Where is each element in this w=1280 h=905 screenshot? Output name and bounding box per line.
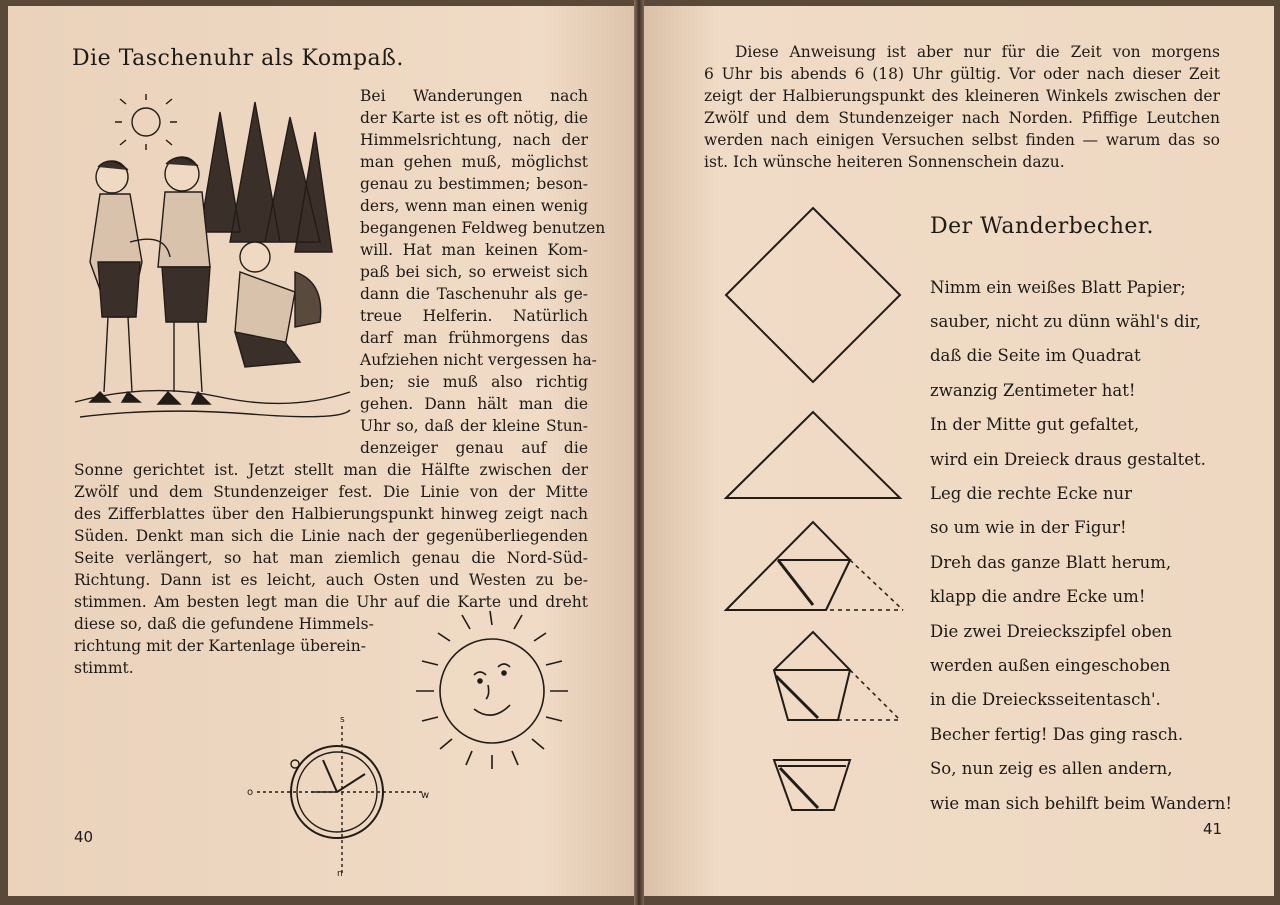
text-line: Bei Wanderungen nach: [360, 87, 588, 105]
verse-line: klapp die andre Ecke um!: [930, 587, 1146, 606]
fold-step-square: [726, 208, 900, 382]
verse-line: So, nun zeig es allen andern,: [930, 759, 1173, 778]
fold-step-right-corner: [726, 522, 903, 610]
text-line: ders, wenn man einen wenig: [360, 197, 588, 215]
text-line: richtung mit der Kartenlage überein-: [74, 637, 366, 655]
verse-line: Leg die rechte Ecke nur: [930, 484, 1132, 503]
text-line: zeigt der Halbierungspunkt des kleineren Winkels zwischen der: [704, 87, 1220, 105]
text-line: genau zu bestimmen; beson-: [360, 175, 588, 193]
fold-step-triangle: [726, 412, 900, 498]
verse-line: Dreh das ganze Blatt herum,: [930, 553, 1172, 572]
text-line: Sonne gerichtet ist. Jetzt stellt man die Hälfte zwischen der: [74, 461, 588, 479]
verse-line: In der Mitte gut gefaltet,: [930, 415, 1140, 434]
right-heading: Der Wanderbecher.: [930, 214, 1154, 239]
text-line: gehen. Dann hält man die: [360, 395, 588, 413]
verse-line: werden außen eingeschoben: [930, 656, 1171, 675]
fold-step-both-corners: [774, 632, 900, 720]
verse-line: Nimm ein weißes Blatt Papier;: [930, 278, 1186, 297]
text-line: dann die Taschenuhr als ge-: [360, 285, 588, 303]
verse-line: Die zwei Dreieckszipfel oben: [930, 622, 1173, 641]
fold-step-finished-cup: [774, 760, 850, 810]
text-line: will. Hat man keinen Kom-: [360, 241, 588, 259]
text-line: diese so, daß die gefundene Himmels-: [74, 615, 374, 633]
text-line: paß bei sich, so erweist sich: [360, 263, 588, 281]
text-line: treue Helferin. Natürlich: [360, 307, 588, 325]
text-line: ist. Ich wünsche heiteren Sonnenschein dazu.: [704, 153, 1065, 171]
text-line: stimmen. Am besten legt man die Uhr auf die Karte und dreht: [74, 593, 588, 611]
text-line: Richtung. Dann ist es leicht, auch Osten und Westen zu be-: [74, 571, 588, 589]
watch-compass-diagram: [245, 712, 435, 877]
text-line: 6 Uhr bis abends 6 (18) Uhr gültig. Vor oder nach dieser Zeit: [704, 65, 1220, 83]
cup-folding-diagrams: [718, 200, 918, 820]
text-line: Aufziehen nicht vergessen ha-: [360, 351, 597, 369]
text-line: denzeiger genau auf die: [360, 439, 588, 457]
compass-east-label: o: [247, 787, 254, 798]
text-line: Seite verlängert, so hat man ziemlich genau die Nord-Süd-: [74, 549, 588, 567]
text-line: stimmt.: [74, 659, 134, 677]
verse-line: wird ein Dreieck draus gestaltet.: [930, 450, 1206, 469]
text-line: Zwölf und dem Stundenzeiger nach Norden. Pfiffige Leutchen: [704, 109, 1220, 127]
compass-south-label: s: [340, 715, 345, 725]
text-line: des Zifferblattes über den Halbierungspunkt hinweg zeigt nach: [74, 505, 588, 523]
compass-north-label: n: [337, 869, 343, 877]
text-line: Uhr so, daß der kleine Stun-: [360, 417, 588, 435]
text-line: man gehen muß, möglichst: [360, 153, 588, 171]
text-line: darf man frühmorgens das: [360, 329, 588, 347]
verse-line: daß die Seite im Quadrat: [930, 346, 1141, 365]
compass-west-label: w: [421, 790, 430, 801]
text-line: Himmelsrichtung, nach der: [360, 131, 588, 149]
text-line: Zwölf und dem Stundenzeiger fest. Die Linie von der Mitte: [74, 483, 588, 501]
left-heading: Die Taschenuhr als Kompaß.: [72, 46, 404, 71]
verse-line: wie man sich behilft beim Wandern!: [930, 794, 1233, 813]
verse-line: so um wie in der Figur!: [930, 518, 1127, 537]
page-number-left: 40: [74, 828, 94, 846]
book-gutter: [634, 0, 644, 905]
verse-line: sauber, nicht zu dünn wähl's dir,: [930, 312, 1201, 331]
text-line: Diese Anweisung ist aber nur für die Zeit von morgens: [735, 43, 1220, 61]
page-number-right: 41: [1203, 820, 1223, 838]
verse-line: Becher fertig! Das ging rasch.: [930, 725, 1184, 744]
hikers-illustration: [70, 92, 355, 432]
verse-line: zwanzig Zentimeter hat!: [930, 381, 1136, 400]
text-line: begangenen Feldweg benutzen: [360, 219, 606, 237]
text-line: ben; sie muß also richtig: [360, 373, 588, 391]
text-line: Süden. Denkt man sich die Linie nach der gegenüberliegenden: [74, 527, 588, 545]
verse-line: in die Dreiecksseitentasch'.: [930, 690, 1161, 709]
text-line: der Karte ist es oft nötig, die: [360, 109, 588, 127]
text-line: werden nach einigen Versuchen selbst finden — warum das so: [704, 131, 1220, 149]
